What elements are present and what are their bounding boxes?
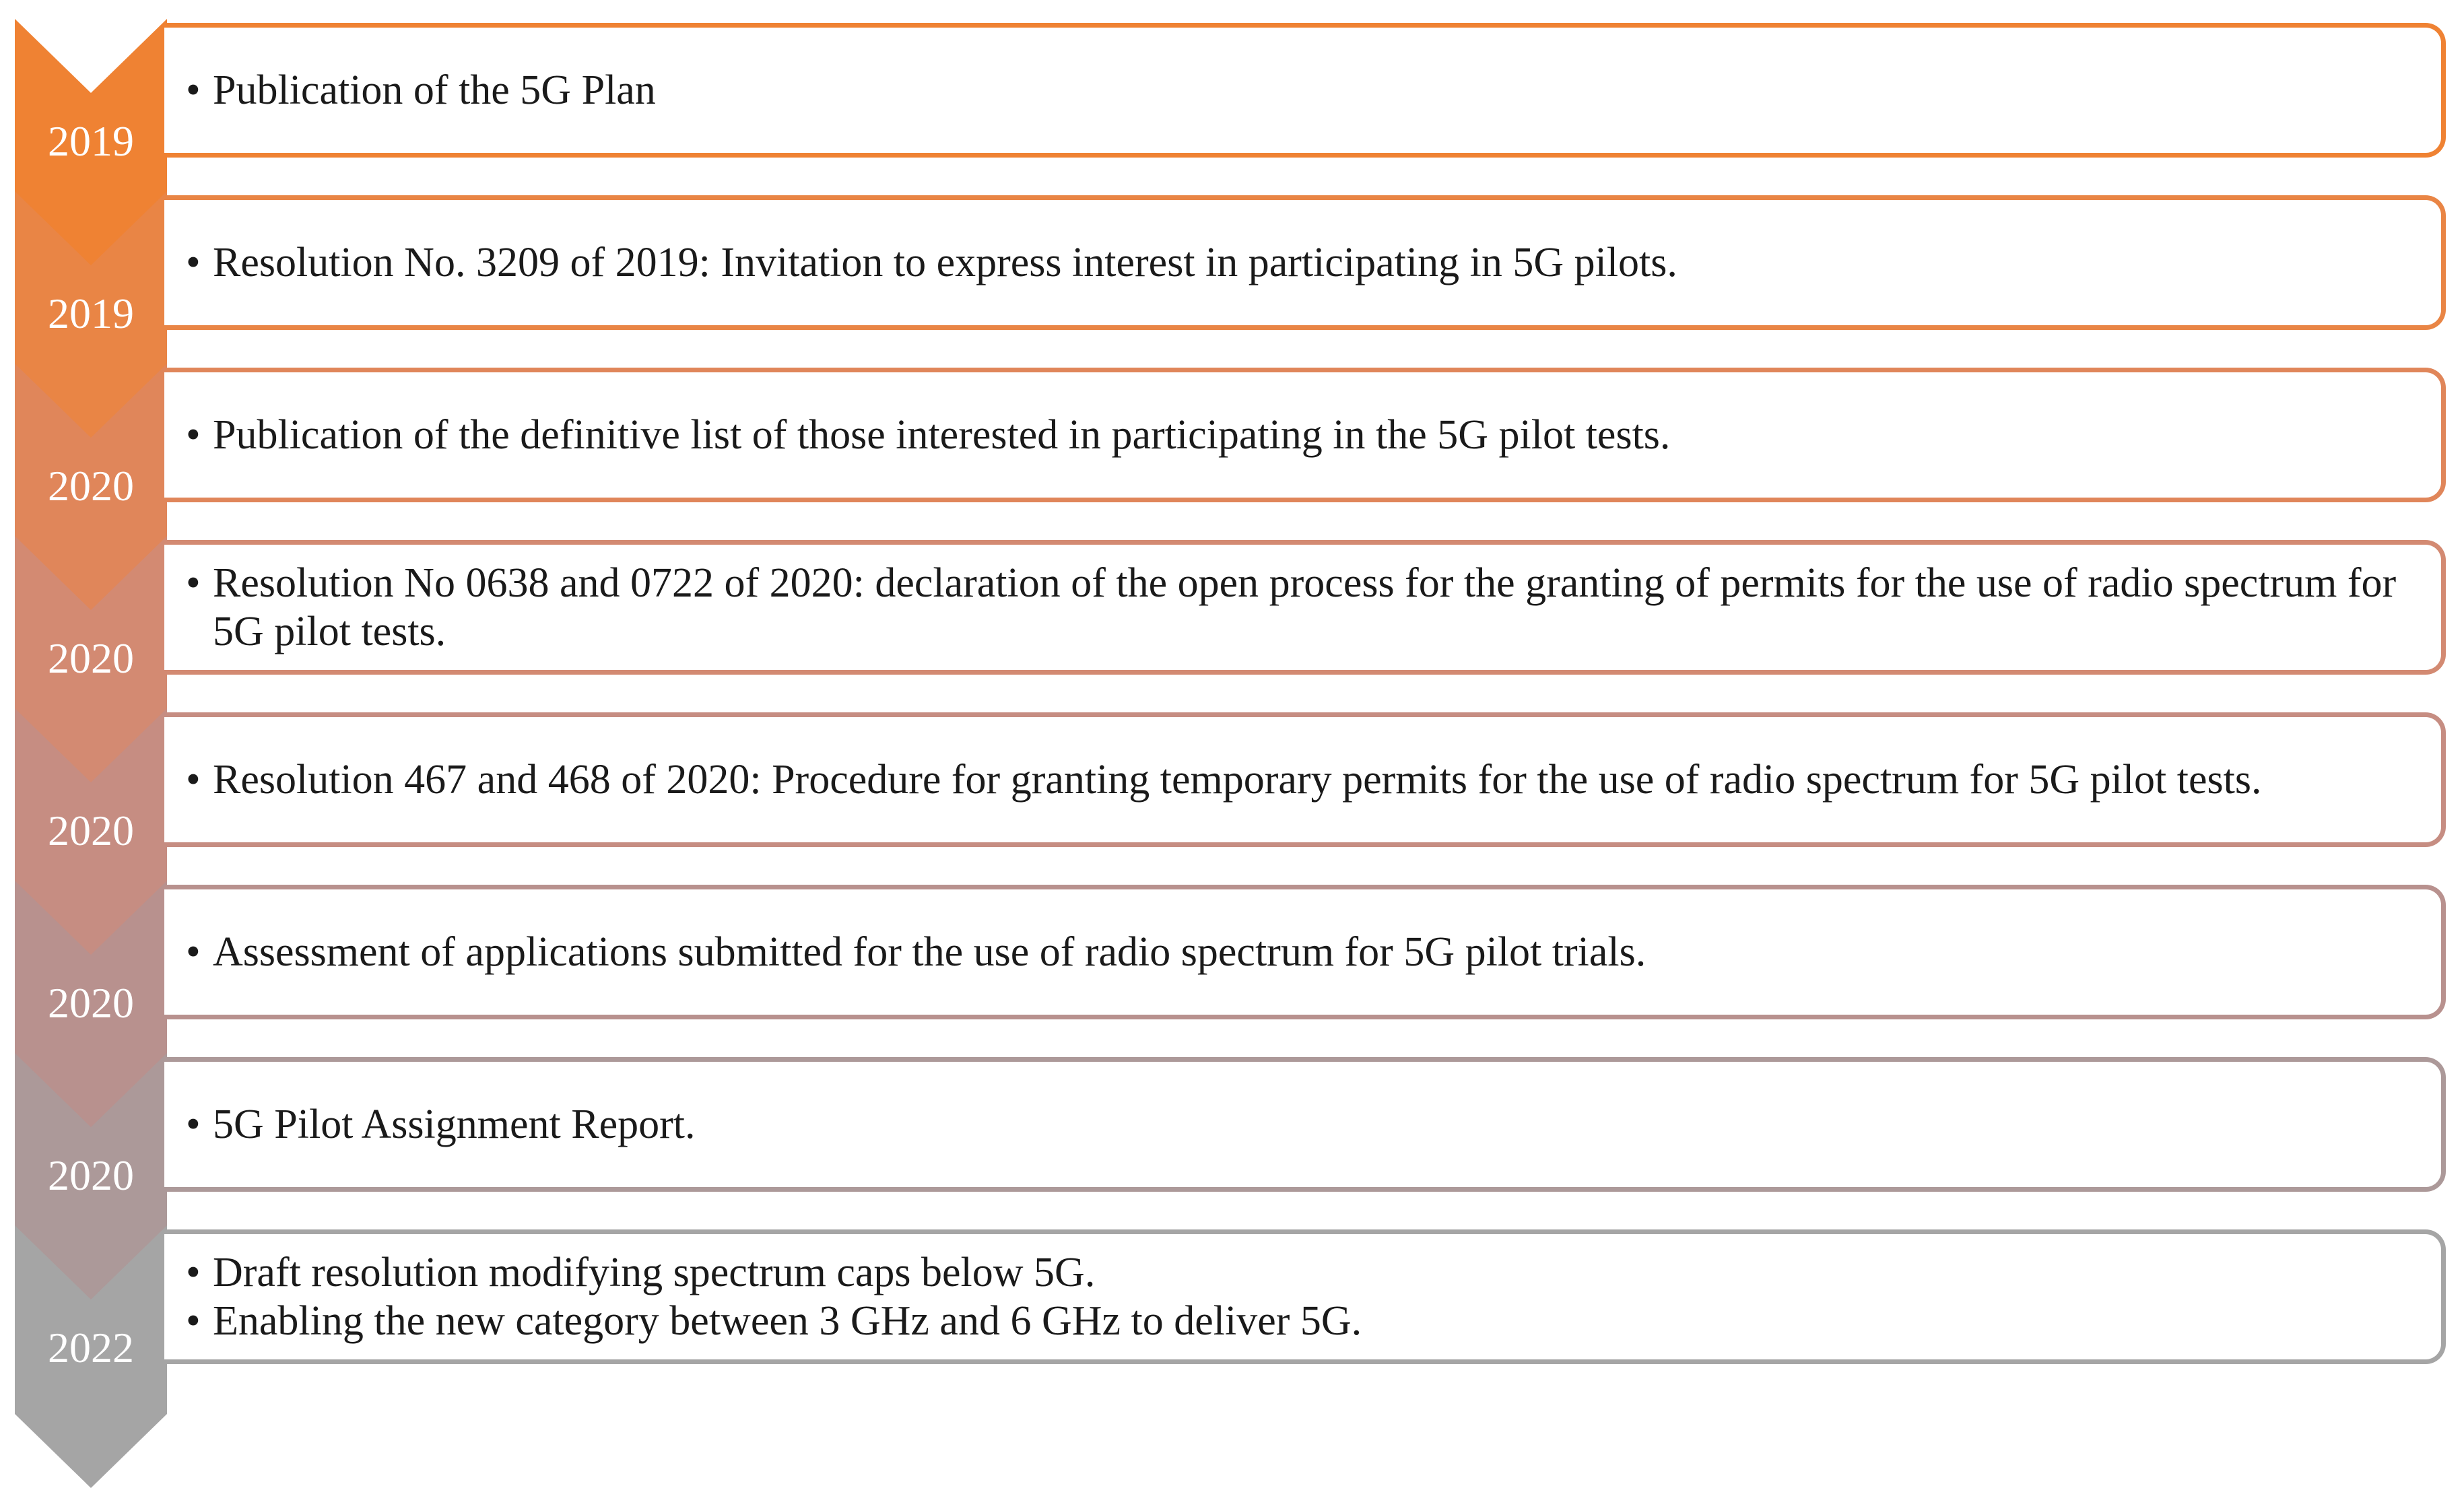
year-label: 2020 (48, 807, 134, 854)
event-text: Draft resolution modifying spectrum caps below 5G. (213, 1250, 1096, 1295)
bullet-icon: • (186, 560, 201, 606)
event-bullet-item (186, 1248, 2428, 1297)
event-bullet-item (186, 238, 2428, 287)
event-text: Publication of the 5G Plan (213, 67, 656, 113)
timeline-event-box (164, 195, 2446, 330)
year-label: 2019 (48, 290, 134, 337)
timeline-event-box (164, 540, 2446, 675)
bullet-icon: • (186, 757, 201, 803)
event-bullet-item (186, 755, 2428, 804)
year-label: 2020 (48, 462, 134, 510)
year-label: 2020 (48, 979, 134, 1027)
event-text: 5G Pilot Assignment Report. (213, 1102, 696, 1147)
bullet-icon: • (186, 1250, 201, 1295)
event-bullet-item (186, 1297, 2428, 1345)
event-bullet-item (186, 66, 2428, 114)
event-bullet-item (186, 1100, 2428, 1149)
bullet-icon: • (186, 929, 201, 975)
event-text: Resolution No. 3209 of 2019: Invitation to express interest in participating in 5G pilots. (213, 240, 1677, 285)
year-label: 2020 (48, 1151, 134, 1199)
year-label: 2022 (48, 1324, 134, 1372)
event-bullet-item (186, 928, 2428, 976)
event-bullet-item (186, 559, 2428, 656)
bullet-icon: • (186, 1298, 201, 1344)
year-label: 2020 (48, 634, 134, 682)
bullet-icon: • (186, 240, 201, 285)
timeline-event-box (164, 368, 2446, 502)
timeline-event-box (164, 885, 2446, 1019)
bullet-icon: • (186, 1102, 201, 1147)
event-bullet-item (186, 411, 2428, 459)
timeline-event-box (164, 1057, 2446, 1192)
bullet-icon: • (186, 412, 201, 458)
timeline-chevron (15, 1225, 167, 1488)
timeline-event-box (164, 23, 2446, 158)
event-text: Enabling the new category between 3 GHz and 6 GHz to deliver 5G. (213, 1298, 1362, 1344)
year-label: 2019 (48, 117, 134, 165)
bullet-icon: • (186, 67, 201, 113)
timeline-event-box (164, 1229, 2446, 1364)
event-text: Assessment of applications submitted for the use of radio spectrum for 5G pilot trials. (213, 929, 1646, 975)
timeline-event-box (164, 712, 2446, 847)
event-text: Publication of the definitive list of those interested in participating in the 5G pilot tests. (213, 412, 1671, 458)
event-text: Resolution 467 and 468 of 2020: Procedure for granting temporary permits for the use of radio spectrum for 5G pilot tests. (213, 757, 2262, 803)
event-text: Resolution No 0638 and 0722 of 2020: declaration of the open process for the granting of permits for the use of radio spectrum for 5G pilot tests. (213, 560, 2397, 654)
